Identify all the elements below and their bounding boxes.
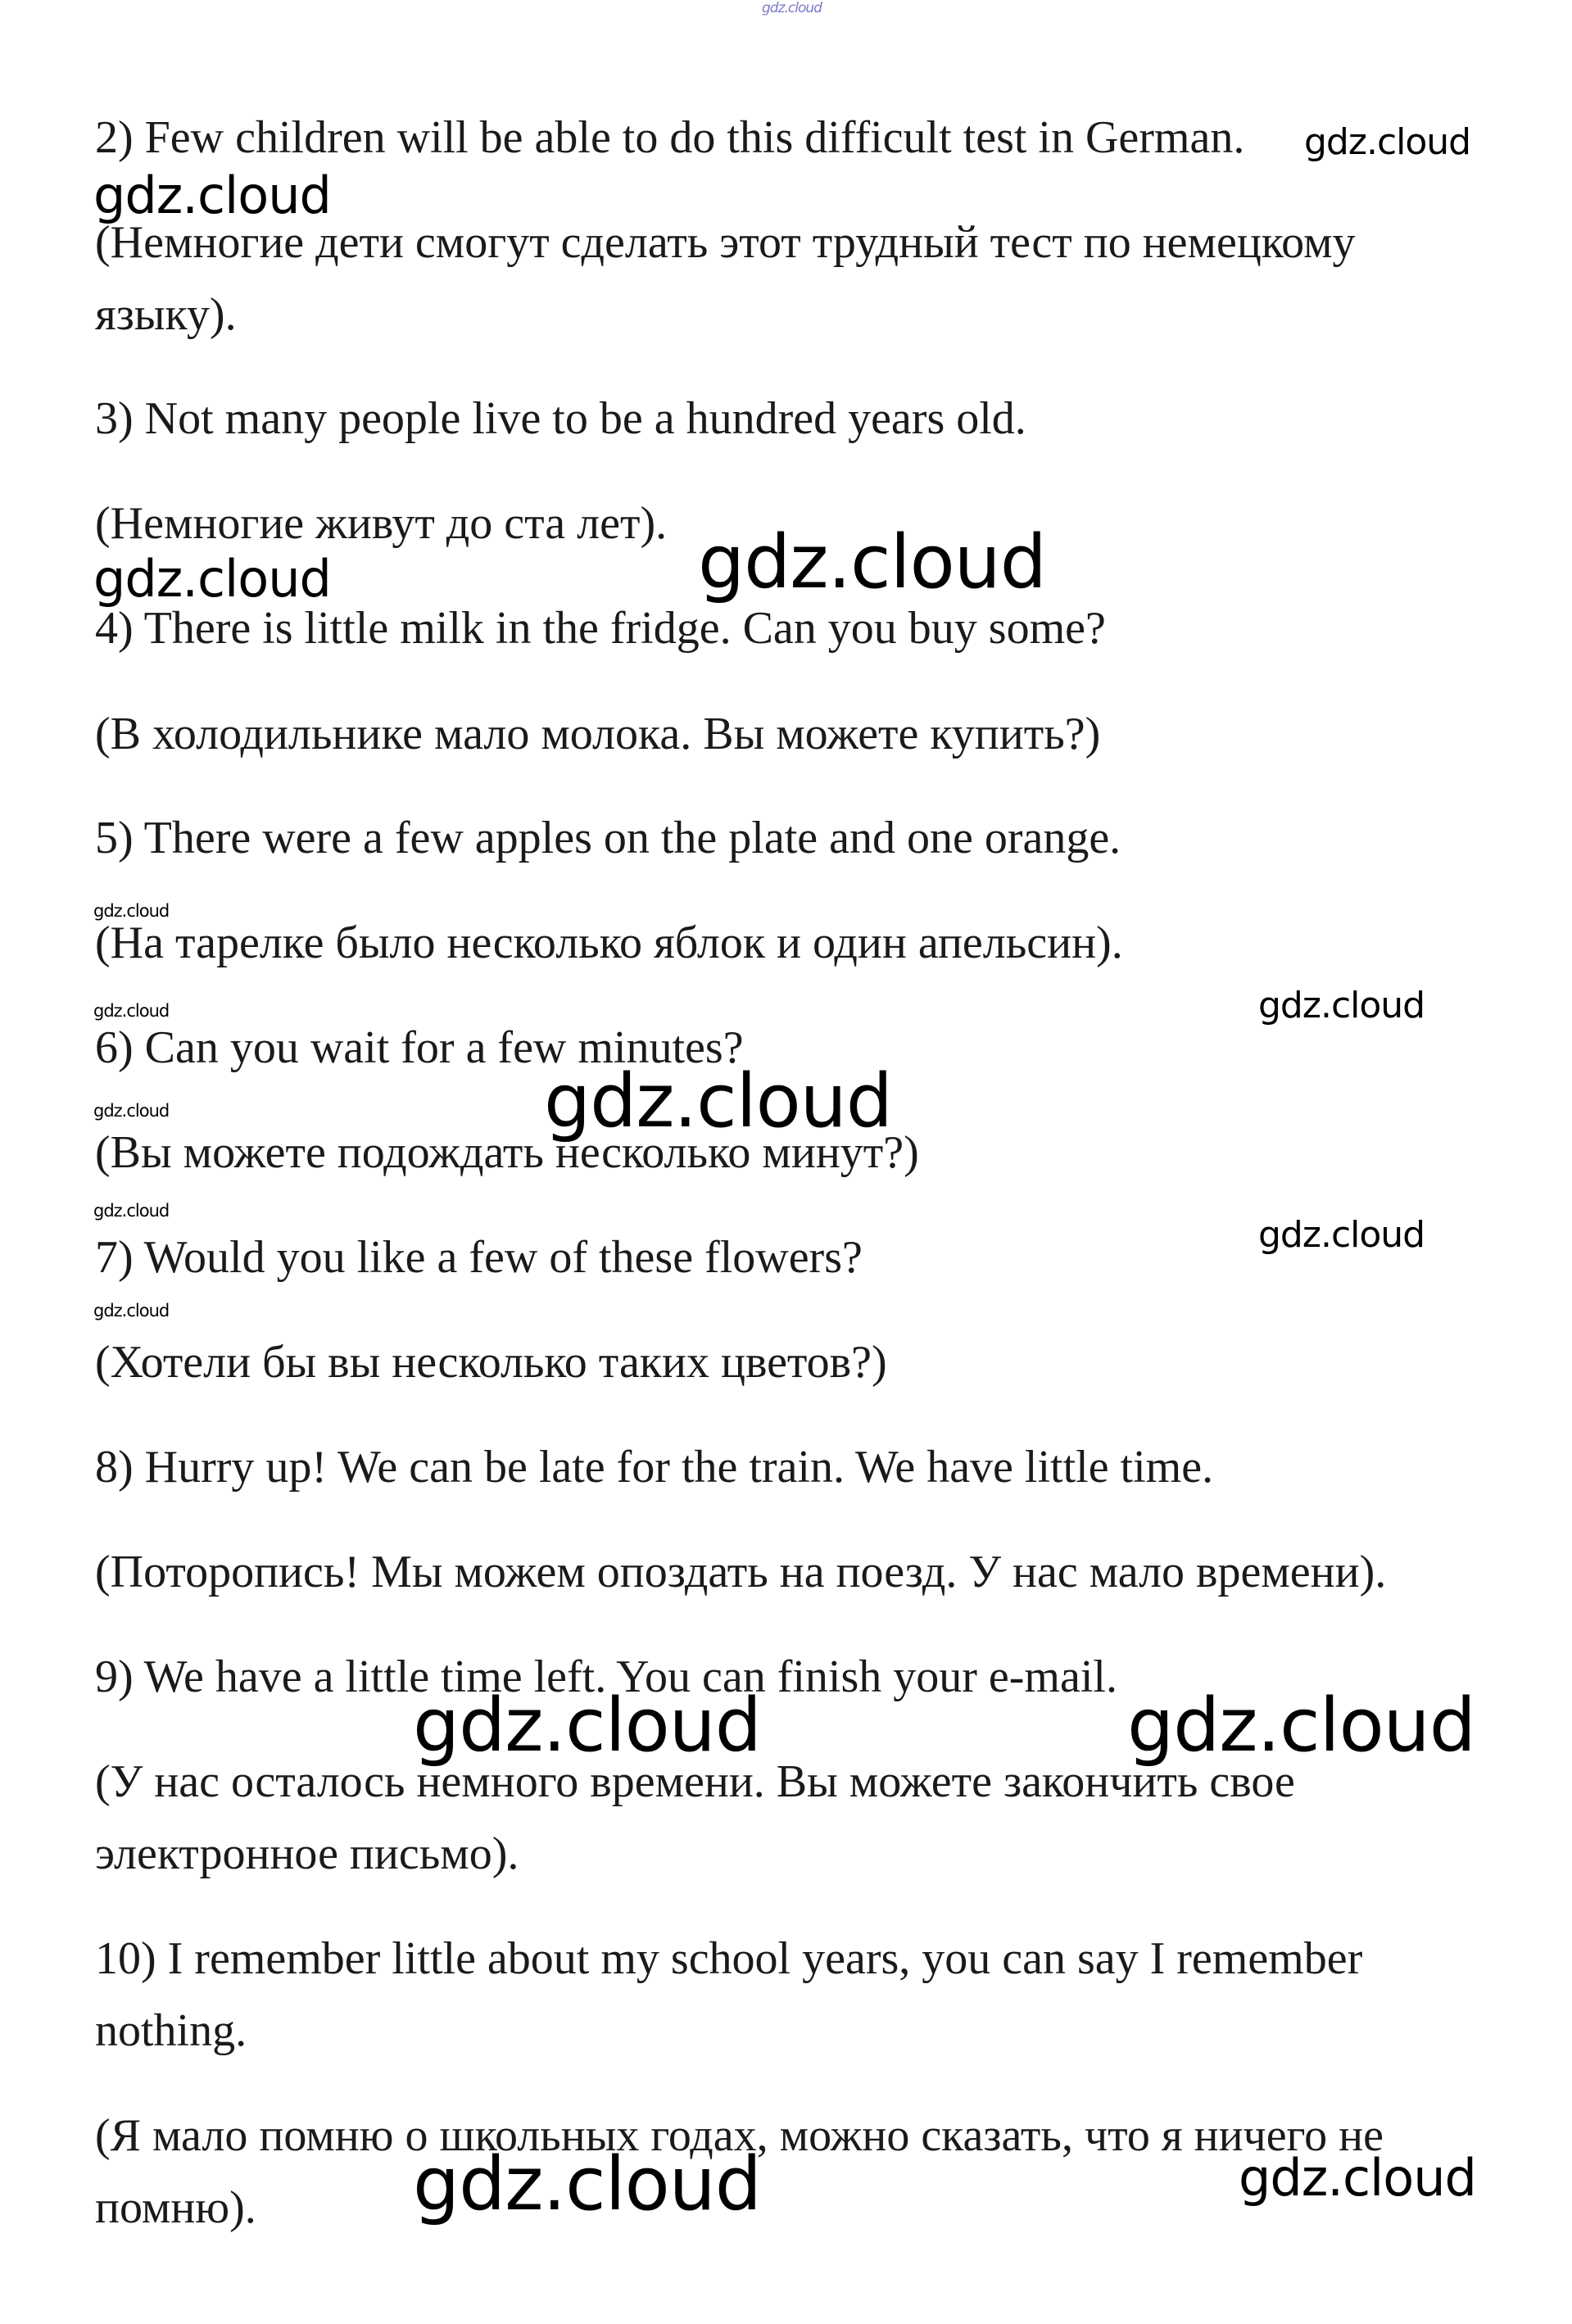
watermark-small-1: gdz.cloud — [93, 901, 170, 921]
item-4-russian: (В холодильнике мало молока. Вы можете купить?) — [95, 709, 1101, 759]
watermark-right-1: gdz.cloud — [1258, 985, 1425, 1026]
item-2-russian-1: (Немногие дети смогут сделать этот трудный тест по немецкому — [95, 217, 1356, 268]
item-8-russian: (Поторопись! Мы можем опоздать на поезд. У нас мало времени). — [95, 1547, 1387, 1597]
item-3-english: 3) Not many people live to be a hundred years old. — [95, 393, 1026, 444]
item-8-english: 8) Hurry up! We can be late for the train. We have little time. — [95, 1442, 1214, 1493]
item-2-russian-2: языку). — [95, 289, 237, 340]
item-9-russian-1: (У нас осталось немного времени. Вы можете закончить свое — [95, 1756, 1295, 1807]
item-9-russian-2: электронное письмо). — [95, 1828, 519, 1879]
watermark-right-2: gdz.cloud — [1258, 1214, 1425, 1256]
item-10-russian-2: помню). — [95, 2182, 256, 2233]
item-5-russian: (На тарелке было несколько яблок и один апельсин). — [95, 917, 1123, 968]
item-3-russian: (Немногие живут до ста лет). — [95, 498, 668, 549]
watermark-left-2: gdz.cloud — [93, 549, 331, 609]
item-4-english: 4) There is little milk in the fridge. Can you buy some? — [95, 603, 1106, 654]
watermark-right-4: gdz.cloud — [1239, 2148, 1476, 2208]
item-2-english: 2) Few children will be able to do this difficult test in German. — [95, 112, 1245, 163]
watermark-right-3: gdz.cloud — [1127, 1683, 1475, 1769]
item-7-english: 7) Would you like a few of these flowers? — [95, 1232, 863, 1283]
item-10-english-2: nothing. — [95, 2005, 247, 2056]
watermark-small-5: gdz.cloud — [93, 1301, 170, 1321]
watermark-after-item-2: gdz.cloud — [1304, 121, 1471, 163]
item-10-russian-1: (Я мало помню о школьных годах, можно сказать, что я ничего не — [95, 2110, 1384, 2161]
watermark-left-1: gdz.cloud — [93, 165, 331, 225]
watermark-small-2: gdz.cloud — [93, 1001, 170, 1021]
watermark-top: gdz.cloud — [762, 0, 822, 16]
watermark-small-4: gdz.cloud — [93, 1201, 170, 1221]
watermark-center-2: gdz.cloud — [544, 1058, 892, 1144]
watermark-center-4: gdz.cloud — [413, 2141, 761, 2227]
item-7-russian: (Хотели бы вы несколько таких цветов?) — [95, 1337, 887, 1388]
item-5-english: 5) There were a few apples on the plate and one orange. — [95, 813, 1121, 863]
item-9-english: 9) We have a little time left. You can finish your e-mail. — [95, 1651, 1117, 1702]
watermark-center-1: gdz.cloud — [698, 519, 1046, 605]
item-6-russian: (Вы можете подождать несколько минут?) — [95, 1127, 919, 1178]
item-6-english: 6) Can you wait for a few minutes? — [95, 1022, 744, 1073]
item-10-english-1: 10) I remember little about my school years, you can say I remember — [95, 1933, 1363, 1984]
watermark-center-3: gdz.cloud — [413, 1683, 761, 1769]
watermark-small-3: gdz.cloud — [93, 1101, 170, 1121]
